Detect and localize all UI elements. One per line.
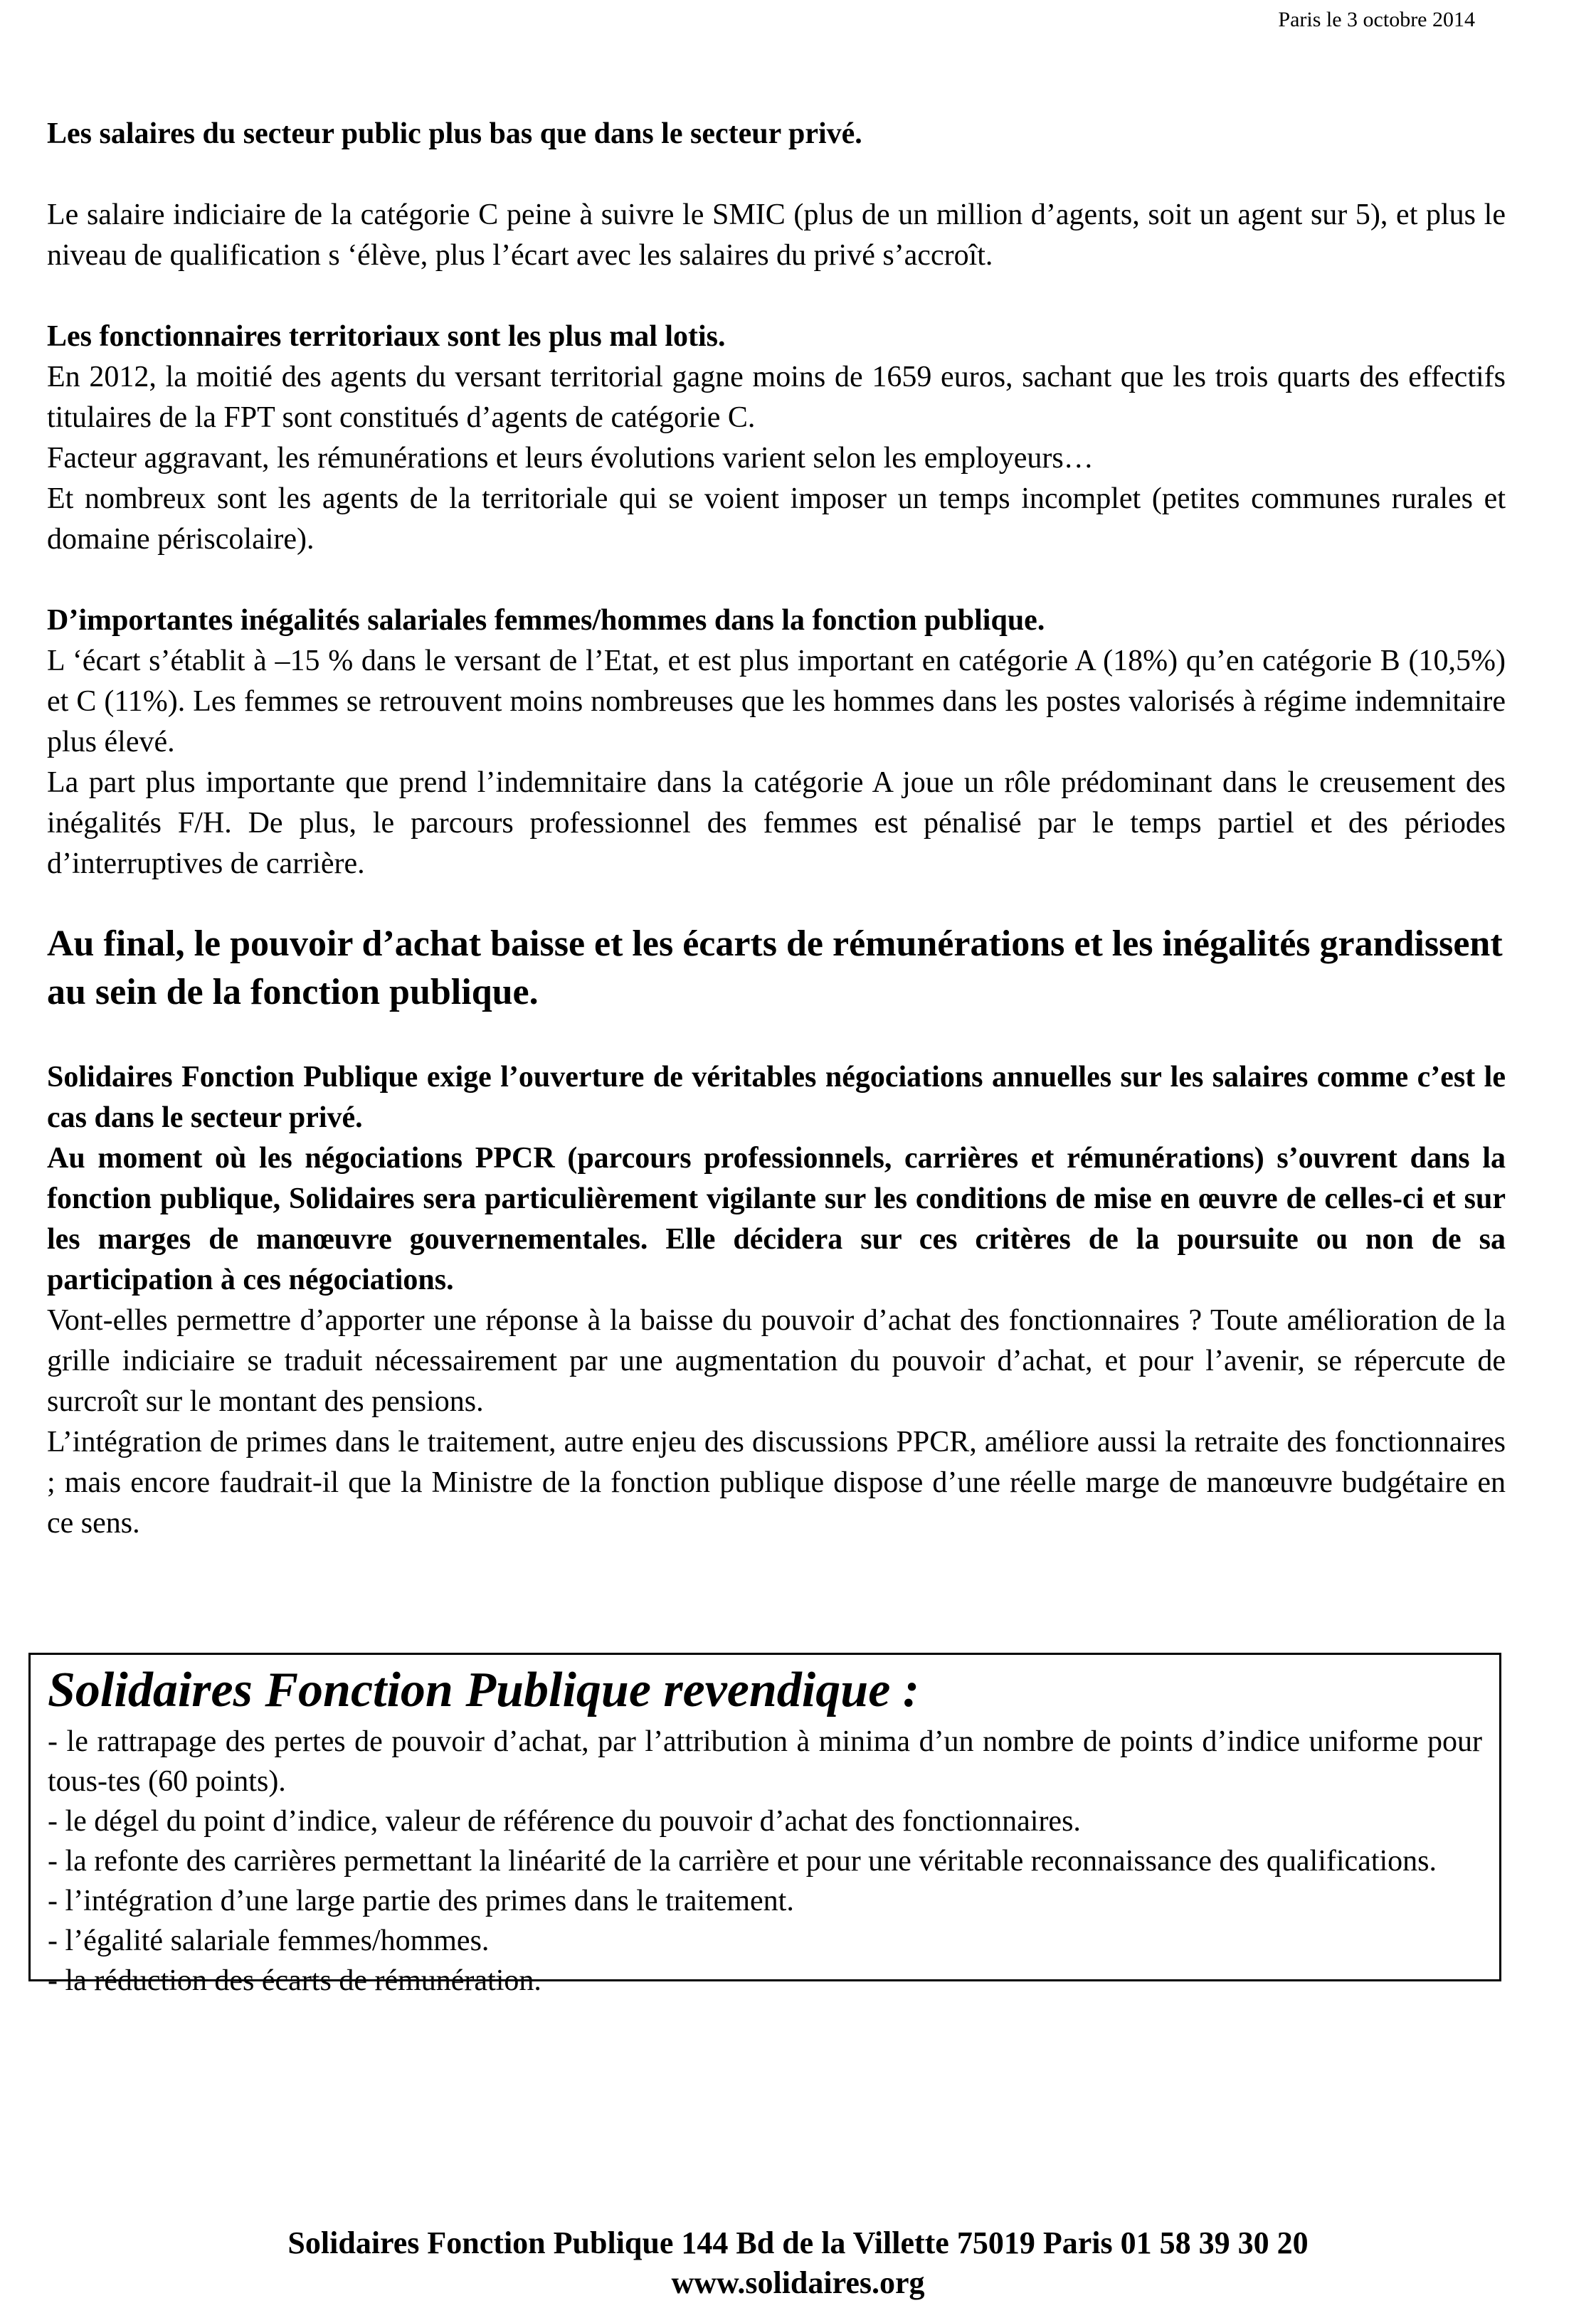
headline-conclusion: Au final, le pouvoir d’achat baisse et les écarts de rémunérations et les inégalités grandissent au sein de la fonction publique.	[47, 923, 1503, 1012]
paragraph-demand-negotiations: Solidaires Fonction Publique exige l’ouverture de véritables négociations annuelles sur les salaires comme c’est le cas dans le secteur privé.	[47, 1061, 1506, 1134]
paragraph-incomplete-time: Et nombreux sont les agents de la territoriale qui se voient imposer un temps incomplet (petites communes rurales et domaine périscolaire).	[47, 482, 1506, 556]
footer-address: Solidaires Fonction Publique 144 Bd de la Villette 75019 Paris 01 58 39 30 20	[287, 2225, 1309, 2260]
demand-item: - l’égalité salariale femmes/hommes.	[48, 1925, 490, 1957]
document-date: Paris le 3 octobre 2014	[1278, 8, 1475, 31]
demand-item: - la refonte des carrières permettant la linéarité de la carrière et pour une véritable reconnaissance des qualifications.	[48, 1845, 1437, 1878]
demands-box	[28, 1653, 1501, 1997]
section-title-territorial: Les fonctionnaires territoriaux sont les plus mal lotis.	[47, 320, 726, 353]
paragraph-territorial-2012: En 2012, la moitié des agents du versant territorial gagne moins de 1659 euros, sachant que les trois quarts des effectifs titulaires de la FPT sont constitués d’agents de catégorie C.	[47, 361, 1506, 434]
paragraph-category-c: Le salaire indiciaire de la catégorie C peine à suivre le SMIC (plus de un million d’agents, soit un agent sur 5), et plus le niveau de qualification s ‘élève, plus l’écart avec les salaires du privé s’accroît.	[47, 198, 1506, 272]
section-title-public-salaries: Les salaires du secteur public plus bas que dans le secteur privé.	[47, 117, 862, 150]
demands-box-title: Solidaires Fonction Publique revendique :	[48, 1663, 920, 1717]
paragraph-aggravating-factor: Facteur aggravant, les rémunérations et leurs évolutions varient selon les employeurs…	[47, 442, 1094, 475]
document-body	[47, 114, 1506, 1544]
paragraph-indemnity-share: La part plus importante que prend l’indemnitaire dans la catégorie A joue un rôle prédominant dans le creusement des inégalités F/H. De plus, le parcours professionnel des femmes est pénalisé par le temps partiel et des périodes d’interruptives de carrière.	[47, 766, 1506, 880]
paragraph-purchasing-power-question: Vont-elles permettre d’apporter une réponse à la baisse du pouvoir d’achat des fonctionnaires ? Toute amélioration de la grille indiciaire se traduit nécessairement par une augmentation du pouvoir d’achat, et pour l’avenir, se répercute de surcroît sur le montant des pensions.	[47, 1304, 1506, 1418]
demand-item: - le dégel du point d’indice, valeur de référence du pouvoir d’achat des fonctionnaires.	[48, 1805, 1081, 1838]
document-footer	[0, 2223, 1596, 2303]
footer-website: www.solidaires.org	[671, 2265, 925, 2300]
section-title-gender-inequality: D’importantes inégalités salariales femmes/hommes dans la fonction publique.	[47, 604, 1045, 637]
paragraph-bonus-integration: L’intégration de primes dans le traitement, autre enjeu des discussions PPCR, améliore aussi la retraite des fonctionnaires ; mais encore faudrait-il que la Ministre de la fonction publique dispose d’une réelle marge de manœuvre budgétaire en ce sens.	[47, 1426, 1506, 1540]
paragraph-gap-figures: L ‘écart s’établit à –15 % dans le versant de l’Etat, et est plus important en catégorie A (18%) qu’en catégorie B (10,5%) et C (11%). Les femmes se retrouvent moins nombreuses que les hommes dans les postes valorisés à régime indemnitaire plus élevé.	[47, 645, 1506, 758]
demand-item: - la réduction des écarts de rémunération.	[48, 1964, 541, 1997]
paragraph-ppcr-vigilance: Au moment où les négociations PPCR (parcours professionnels, carrières et rémunérations) s’ouvrent dans la fonction publique, Solidaires sera particulièrement vigilante sur les conditions de mise en œuvre de celles-ci et sur les marges de manœuvre gouvernementales. Elle décidera sur ces critères de la poursuite ou non de sa participation à ces négociations.	[47, 1142, 1506, 1296]
demand-item: - le rattrapage des pertes de pouvoir d’achat, par l’attribution à minima d’un nombre de points d’indice uniforme pour tous-tes (60 points).	[48, 1725, 1482, 1798]
demand-item: - l’intégration d’une large partie des primes dans le traitement.	[48, 1885, 794, 1917]
